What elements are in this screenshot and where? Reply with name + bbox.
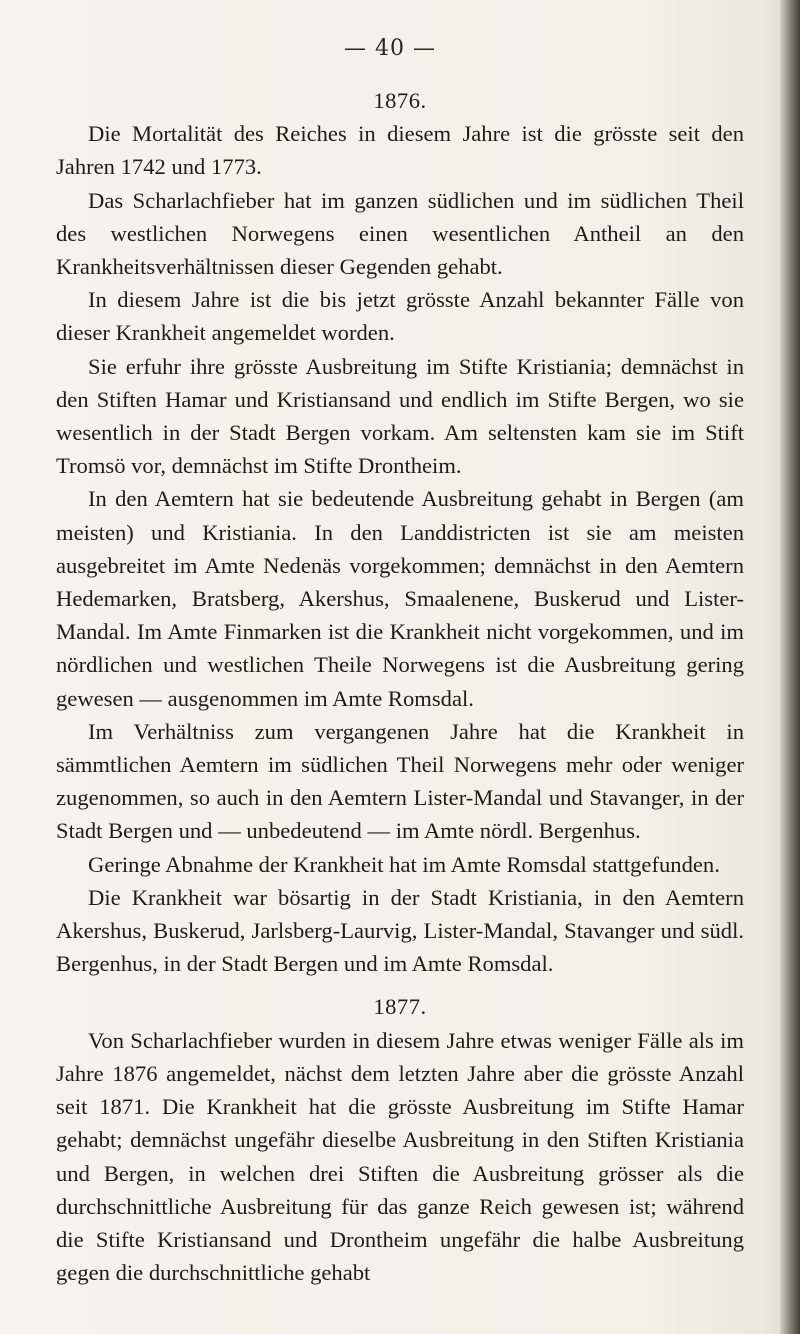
section-year-1877: 1877. bbox=[373, 994, 427, 1020]
paragraph: In den Aemtern hat sie bedeutende Ausbreitung gehabt in Bergen (am meisten) und Kristiania. In den Landdistricten ist sie am meisten ausgebreitet im Amte Nedenäs vorgekommen; demnächst in den Aemtern Hedemarken, Bratsberg, Akershus, Smaalenene, Buskerud und Lister-Mandal. Im Amte Finmarken ist die Krankheit nicht vorgekommen, und im nördlichen und westlichen Theile Norwegens ist die Ausbreitung gering gewesen — ausgenommen im Amte Romsdal. bbox=[56, 486, 744, 711]
paragraph: Von Scharlachfieber wurden in diesem Jahre etwas weniger Fälle als im Jahre 1876 angemeldet, nächst dem letzten Jahre aber die grösste Anzahl seit 1871. Die Krankheit hat die grösste Ausbreitung im Stifte Hamar gehabt; demnächst ungefähr dieselbe Ausbreitung in den Stiften Kristiania und Bergen, in welchen drei Stiften die Ausbreitung grösser als die durchschnittliche Ausbreitung für das ganze Reich gewesen ist; während die Stifte Kristiansand und Drontheim ungefähr die halbe Ausbreitung gegen die durchschnittliche gehabt bbox=[56, 1027, 744, 1286]
paragraph: Sie erfuhr ihre grösste Ausbreitung im Stifte Kristiania; demnächst in den Stiften Hamar und Kristiansand und endlich im Stifte Bergen, wo sie wesentlich in der Stadt Bergen vorkam. Am seltensten kam sie im Stift Tromsö vor, demnächst im Stifte Drontheim. bbox=[56, 353, 744, 479]
paragraph: Die Krankheit war bösartig in der Stadt Kristiania, in den Aemtern Akershus, Buskerud, Jarlsberg-Laurvig, Lister-Mandal, Stavanger und südl. Bergenhus, in der Stadt Bergen und im Amte Romsdal. bbox=[56, 884, 744, 977]
page-edge-shadow bbox=[780, 0, 800, 1334]
page-text bbox=[56, 84, 744, 1289]
section-year-1876: 1876. bbox=[373, 88, 427, 113]
page-number-header: — 40 — bbox=[344, 36, 436, 61]
paragraph: Das Scharlachfieber hat im ganzen südlichen und im südlichen Theil des westlichen Norwegens einen wesentlichen Antheil an den Krankheitsverhältnissen dieser Gegenden gehabt. bbox=[56, 187, 744, 280]
paragraph: In diesem Jahre ist die bis jetzt grösste Anzahl bekannter Fälle von dieser Krankheit angemeldet worden. bbox=[56, 287, 744, 346]
paragraph: Geringe Abnahme der Krankheit hat im Amte Romsdal stattgefunden. bbox=[88, 851, 720, 877]
paragraph: Die Mortalität des Reiches in diesem Jahre ist die grösste seit den Jahren 1742 und 1773. bbox=[56, 121, 744, 180]
paragraph: Im Verhältniss zum vergangenen Jahre hat die Krankheit in sämmtlichen Aemtern im südlichen Theil Norwegens mehr oder weniger zugenommen, so auch in den Aemtern Lister-Mandal und Stavanger, in der Stadt Bergen und — unbedeutend — im Amte nördl. Bergenhus. bbox=[56, 718, 744, 844]
